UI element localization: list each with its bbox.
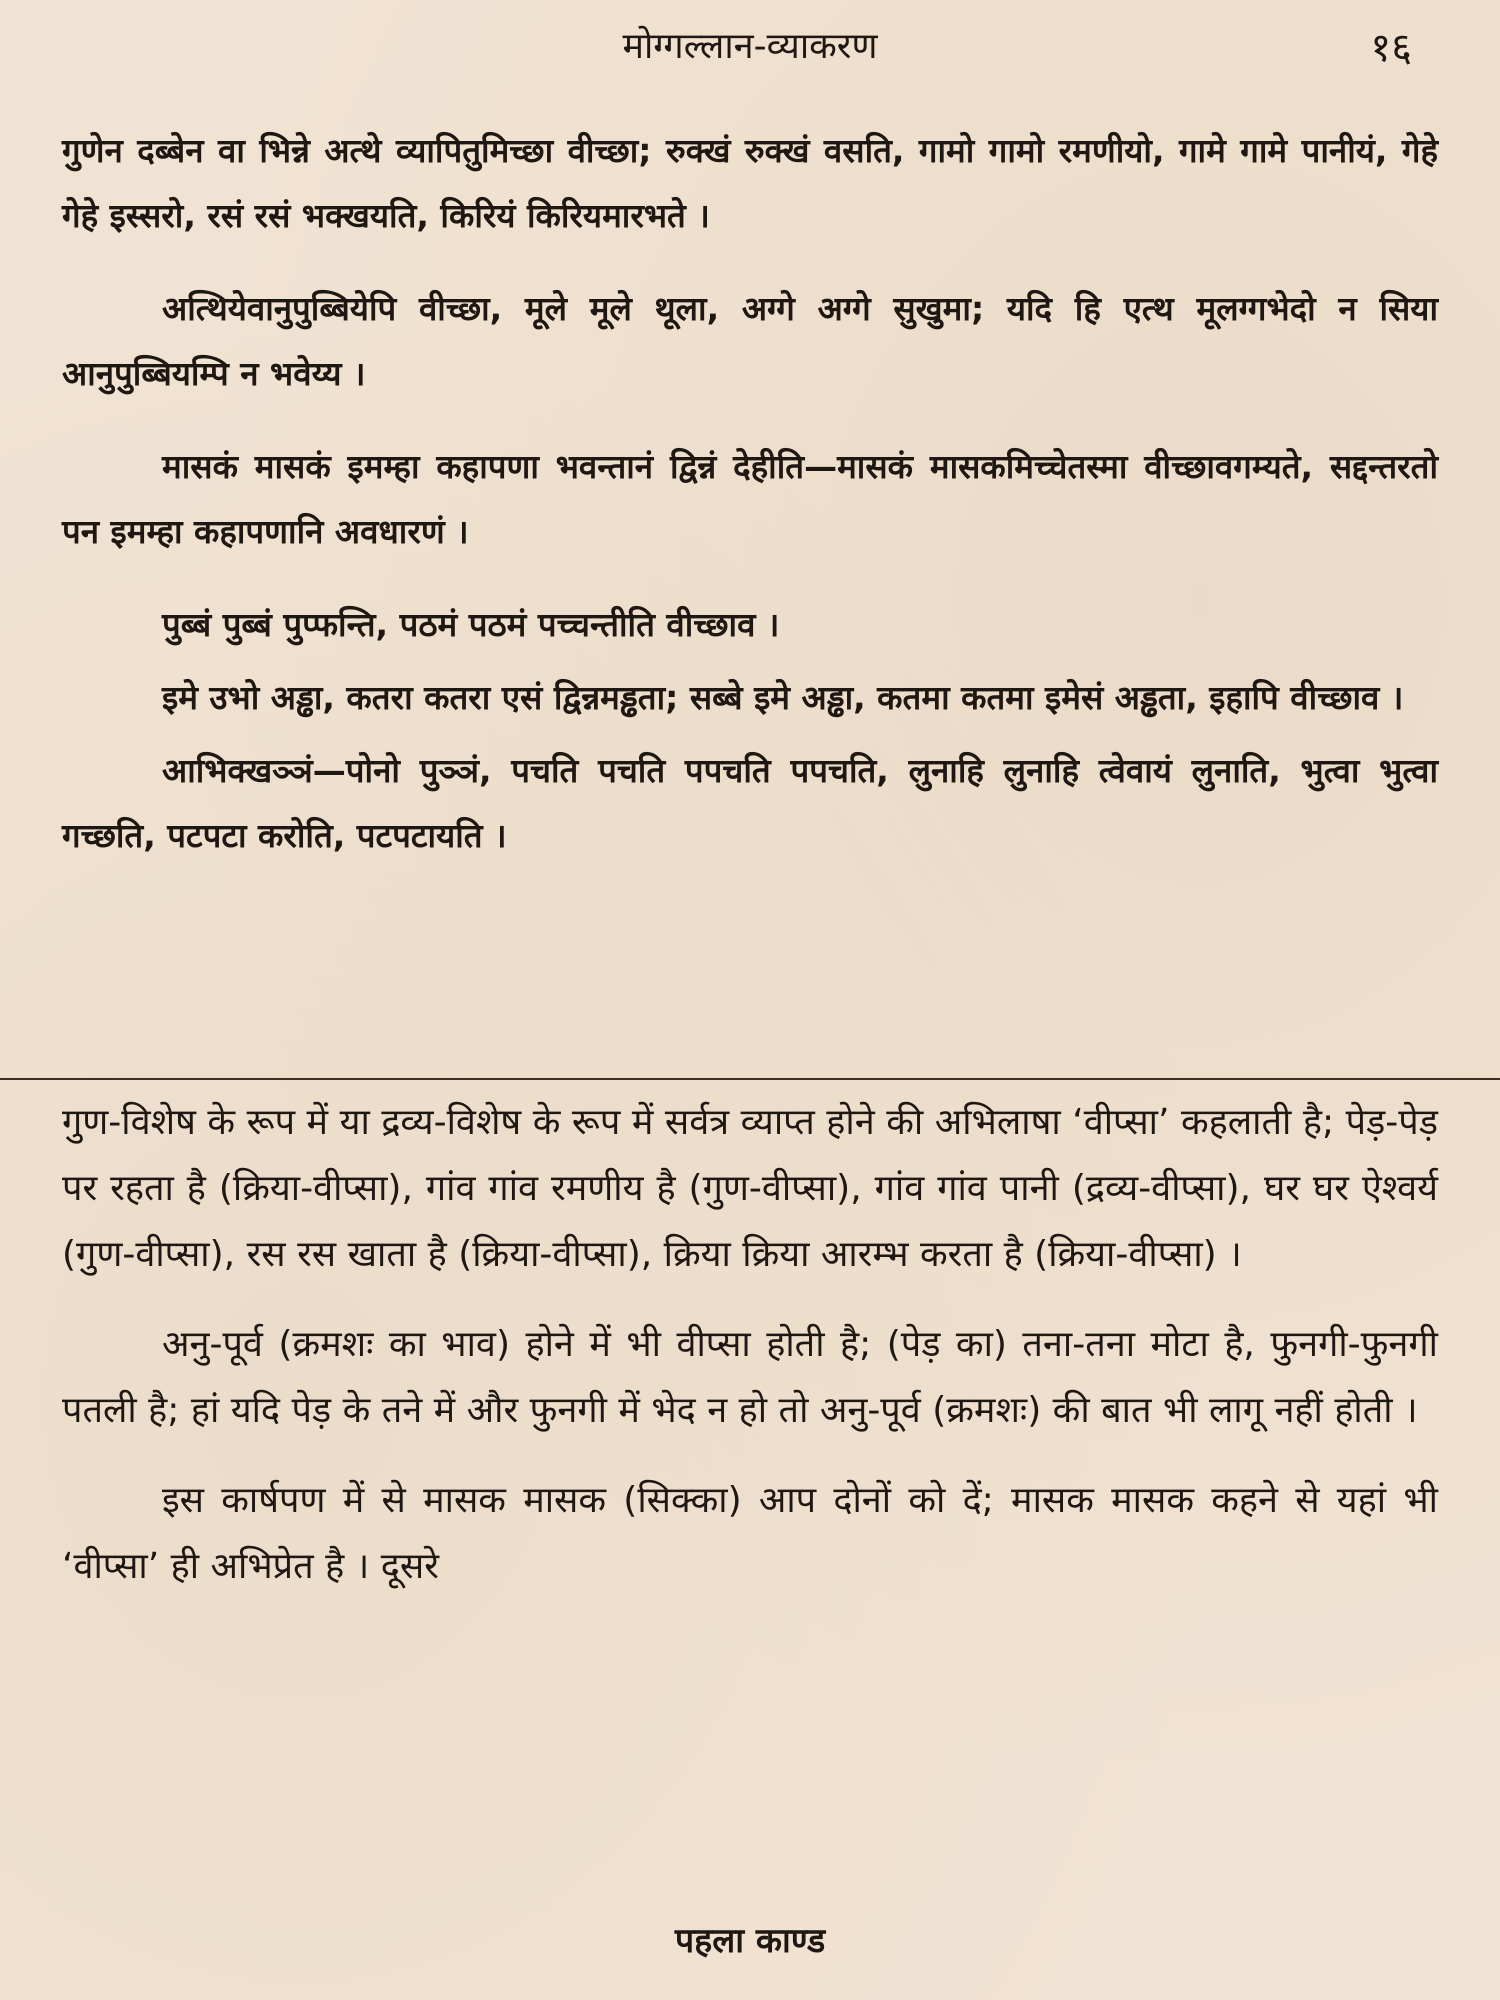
pali-text-block [62, 118, 1438, 868]
running-header [0, 14, 1500, 74]
page-number: १६ [1370, 25, 1412, 71]
book-title: मोग्गल्लान-व्याकरण [622, 26, 878, 67]
hindi-paragraph: गुण-विशेष के रूप में या द्रव्य-विशेष के रूप में सर्वत्र व्याप्त होने की अभिलाषा ‘वीप्सा’ कहलाती है; पेड़-पेड़ पर रहता है (क्रिया-वीप्सा), गांव गांव रमणीय है (गुण-वीप्सा), गांव गांव पानी (द्रव्य-वीप्सा), घर घर ऐश्वर्य (गुण-वीप्सा), रस रस खाता है (क्रिया-वीप्सा), क्रिया क्रिया आरम्भ करता है (क्रिया-वीप्सा) । [62, 1102, 1438, 1275]
page-footer: पहला काण्ड [674, 1921, 826, 1961]
pali-paragraph: पुब्बं पुब्बं पुप्फन्ति, पठमं पठमं पच्चन्तीति वीच्छाव । [162, 605, 780, 644]
hindi-paragraph: अनु-पूर्व (क्रमशः का भाव) होने में भी वीप्सा होती है; (पेड़ का) तना-तना मोटा है, फुनगी-फुनगी पतली है; हां यदि पेड़ के तने में और फुनगी में भेद न हो तो अनु-पूर्व (क्रमशः) की बात भी लागू नहीं होती । [62, 1324, 1438, 1431]
hindi-paragraph: इस कार्षपण में से मासक मासक (सिक्का) आप दोनों को दें; मासक मासक कहने से यहां भी ‘वीप्सा’ ही अभिप्रेत है । दूसरे [62, 1480, 1438, 1587]
pali-paragraph: गुणेन दब्बेन वा भिन्ने अत्थे व्यापितुमिच्छा वीच्छा; रुक्खं रुक्खं वसति, गामो गामो रमणीयो, गामे गामे पानीयं, गेहे गेहे इस्सरो, रसं रसं भक्खयति, किरियं किरियमारभते । [62, 131, 1438, 235]
pali-paragraph: अत्थियेवानुपुब्बियेपि वीच्छा, मूले मूले थूला, अग्गे अग्गे सुखुमा; यदि हि एत्थ मूलग्गभेदो न सिया आनुपुब्बियम्पि न भवेय्य । [62, 289, 1438, 393]
pali-paragraph: इमे उभो अड्ढा, कतरा कतरा एसं द्विन्नमड्ढता; सब्बे इमे अड्ढा, कतमा कतमा इमेसं अड्ढता, इहापि वीच्छाव । [162, 678, 1404, 717]
pali-paragraph: मासकं मासकं इमम्हा कहापणा भवन्तानं द्विन्नं देहीति—मासकं मासकमिच्चेतस्मा वीच्छावगम्यते, सद्दन्तरतो पन इमम्हा कहापणानि अवधारणं । [62, 447, 1438, 551]
section-divider [0, 1078, 1500, 1080]
pali-paragraph: आभिक्खञ्ञं—पोनो पुञ्ञं, पचति पचति पपचति पपचति, लुनाहि लुनाहि त्वेवायं लुनाति, भुत्वा भुत्वा गच्छति, पटपटा करोति, पटपटायति । [62, 751, 1438, 855]
hindi-translation-block [62, 1090, 1438, 1600]
